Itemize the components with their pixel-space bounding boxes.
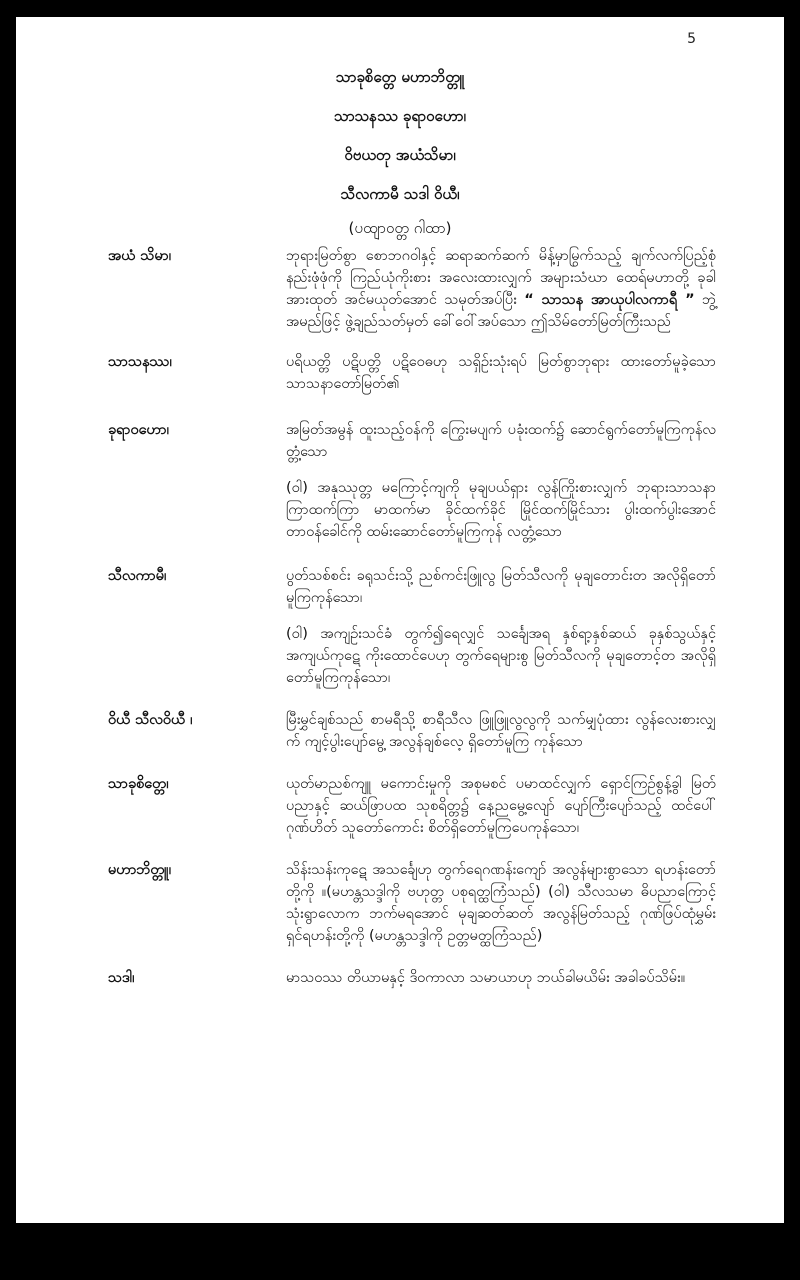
entry-definition — [286, 773, 716, 839]
entry-term: ဝိယီ သီလဝိယီ ၊ — [108, 712, 193, 728]
entry-definition — [286, 419, 716, 543]
definition-paragraph: ယုတ်မာညစ်ကျူ မကောင်းမှုကို အစုမစင် ပမာထင်လျှက် ရှောင်ကြဉ်စွန့်ခွါ မြတ်ပညာနှင့် ဆယ်ဖြာပထ သုစရိတ္တ၌ နေ့ညမွေ့လျော် ပျော်ကြီးပျော်သည့် ထင်ပေါ်ဂုဏ်ဟိတ် သူတော်ကောင်း စိတ်ရှိတော်မူကြပေကုန်သော၊ — [286, 776, 716, 836]
entry-definition — [286, 351, 716, 395]
definition-paragraph: (ဝါ) အကျဉ်းသင်ခံ တွက်၍ရေလျှင် သင်္ချေအရ နှစ်ရာ့နှစ်ဆယ် ခုနှစ်သွယ်နှင့် အကျယ်ကုဋေ ကိုးထောင်ပေဟု တွက်ရေများစွ မြတ်သီလကို မုချတောင့်တ အလိုရှိတော်မူကြကုန်သော၊ — [286, 626, 716, 686]
definition-paragraph: (ဝါ) အနုဿုတ္တ မကြောင့်ကျကို မုချပယ်ရှား လွန်ကြိုးစားလျှက် ဘုရားသာသနာ ကြာထက်ကြာ မာထက်မာ ခိုင်ထက်ခိုင် မြိုင်ထက်မြိုင်သား ပွါးထက်ပွါးအောင် တာဝန်ခေါင်ကို ထမ်းဆောင်တော်မူကြကုန် လတ္တံ့သော — [286, 480, 716, 540]
glossary-entries — [16, 245, 784, 989]
verse-line-2: သာသနဿ ခုရာဝဟော၊ — [334, 107, 466, 125]
entry-term: သီလကာမီ၊ — [108, 568, 167, 584]
entry-term: အယံ သိမာ၊ — [108, 248, 171, 264]
definition-paragraph: ပွတ်သစ်စင်း ခရုသင်းသို့ ညစ်ကင်းဖြူလွ မြတ်သီလကို မုချတောင်းတ အလိုရှိတော်မူကြကုန်သော၊ — [286, 568, 716, 606]
glossary-entry — [16, 709, 784, 753]
entry-definition — [286, 565, 716, 689]
definition-emphasis: “ သာသန အာယုပါလကာရီ ” — [524, 292, 695, 308]
glossary-entry — [16, 773, 784, 839]
page-number: 5 — [687, 31, 696, 47]
verse-line-1: သာခုစိတ္တေ မဟာဘိတ္တူ — [335, 68, 465, 86]
glossary-entry — [16, 565, 784, 689]
definition-paragraph: အမြတ်အမွန် ထူးသည့်ဝန်ကို ကြွေးမပျက် ပခုံးထက်၌ ဆောင်ရွက်တော်မူကြကုန်လတ္တံ့သော — [286, 422, 716, 460]
definition-paragraph: သိန်းသန်းကုဋေ အသင်္ချေဟု တွက်ရေဂဏန်းကျော် အလွန်များစွာသော ရဟန်းတော်တို့ကို ။(မဟန္တသဒ္ဒါကို ဗဟုတ္တ ပစုရတ္ထကြံသည်) (ဝါ) သီလသမာ ဓိပညာကြောင့် သုံးရွာလောက ဘက်မရအောင် မုချဆတ်ဆတ် အလွန်မြတ်သည့် ဂုဏ်ဖြပ်ထုံမွှမ်း ရှင်ရဟန်းတို့ကို (မဟန္တသဒ္ဒါကို ဥတ္တမတ္ထကြံသည်) — [286, 862, 716, 944]
entry-term: သာခုစိတ္တေ၊ — [108, 776, 169, 792]
glossary-entry — [16, 245, 784, 333]
glossary-entry — [16, 967, 784, 989]
verse-line-4: သီလကာမီ သဒါ ဝိယီ၊ — [340, 185, 460, 203]
definition-text: ဘုရားမြတ်စွာ စောဘဂဝါနှင့် ဆရာဆက်ဆက် မိန့်မှာမြွက်သည့် ချက်လက်ပြည့်စုံ နည်းဖုံဖုံကို ကြည်ယုံကိုးစား အလေးထားလျှက် အများသံဃာ ထေရ်မဟာတို့ ခုခါအားထုတ် အင်မယုတ်အောင် သမုတ်အပ်ပြီး — [286, 248, 716, 308]
entry-definition — [286, 967, 716, 989]
entry-definition — [286, 245, 716, 333]
entry-definition — [286, 709, 716, 753]
glossary-entry — [16, 859, 784, 947]
glossary-entry — [16, 419, 784, 543]
verse-title-block — [16, 67, 784, 238]
definition-paragraph: မြီးမွှင်ချစ်သည် စာမရီသို့ စာရီသီလ ဖြူဖြူလွလွကို သက်မျှပုံထား လွန်လေးစားလျှက် ကျင့်ပွါးပျော်မွေ့ အလွန်ချစ်လေ့ ရှိတော်မူကြ ကုန်သော — [286, 712, 716, 750]
entry-definition — [286, 859, 716, 947]
entry-term: သဒါ၊ — [108, 970, 135, 986]
definition-text: ဘွဲ့အမည်ဖြင့် ဖွဲ့ချည်သတ်မှတ် ခေါ်ဝေါ်အပ်သော ဤသိမ်တော်မြတ်ကြီးသည် — [286, 292, 717, 330]
entry-term: သာသနဿ၊ — [108, 354, 172, 370]
document-page — [16, 17, 784, 1223]
definition-paragraph: မာသဝဿ တိယာမနှင့် ဒိဝကာလာ သမာယာဟု ဘယ်ခါမယိမ်း အခါခပ်သိမ်း။ — [286, 970, 686, 986]
glossary-entry — [16, 351, 784, 395]
verse-meter-subtitle: (ပထျာဝတ္တ ဂါထာ) — [348, 219, 452, 237]
verse-line-3: ဝိဗယတု အယံသိမာ၊ — [344, 146, 456, 164]
entry-term: မဟာဘိတ္တူ၊ — [108, 862, 171, 878]
definition-paragraph: ပရိယတ္တိ ပဋိပတ္တိ ပဋိဝေဓဟု သရှိဉ်းသုံးရပ် မြတ်စွာဘုရား ထားတော်မူခဲ့သော သာသနာတော်မြတ်၏ — [286, 354, 716, 392]
entry-term: ခုရာဝဟော၊ — [108, 422, 169, 438]
definition-paragraph — [286, 245, 716, 333]
